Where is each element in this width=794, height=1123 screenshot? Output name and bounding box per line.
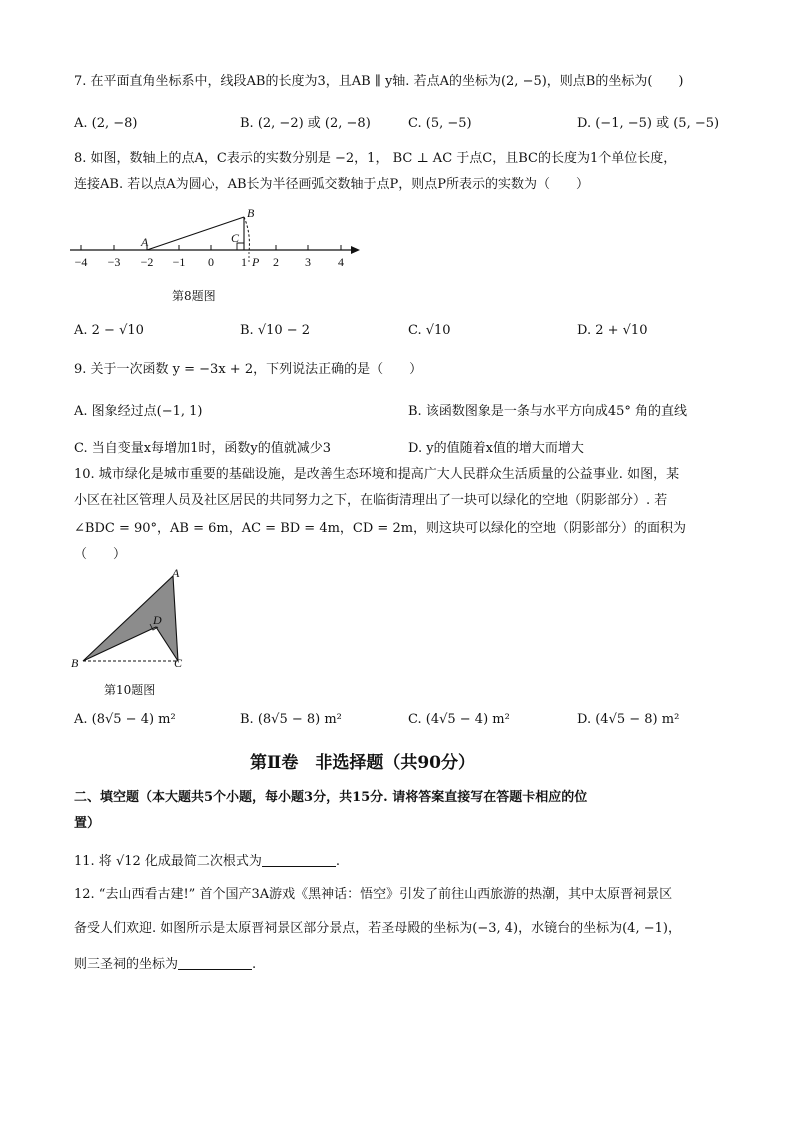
q10-stem-line1: 10. 城市绿化是城市重要的基础设施，是改善生态环境和提高广大人民群众生活质量的公益事业. 如图，某	[74, 467, 680, 482]
number-line-arrow	[351, 246, 360, 254]
q12-stem-line1: 12. “去山西看古建!” 首个国产3A游戏《黑神话：悟空》引发了前往山西旅游的热潮，其中太原晋祠景区	[74, 887, 673, 902]
tick-label: 1	[241, 255, 247, 269]
q12-end: .	[252, 957, 257, 972]
q8-stem-line2: 连接AB. 若以点A为圆心，AB长为半径画弧交数轴于点P，则点P所表示的实数为（ ）	[74, 177, 590, 192]
tick-label: −1	[172, 255, 186, 269]
q8-option-d: D. 2 + √10	[577, 323, 648, 338]
q7-stem: 7. 在平面直角坐标系中，线段AB的长度为3，且AB ∥ y轴. 若点A的坐标为(2, −5)，则点B的坐标为( )	[74, 74, 684, 89]
q9-option-d: D. y的值随着x值的增大而增大	[408, 441, 584, 456]
label-p: P	[252, 255, 260, 269]
label-c: C	[231, 231, 240, 245]
q9-option-c: C. 当自变量x每增加1时，函数y的值就减少3	[74, 441, 331, 456]
q10-stem-line4: （ ）	[74, 547, 127, 562]
tick-label: 2	[273, 255, 279, 269]
q10-option-c: C. (4√5 − 4) m²	[408, 712, 510, 727]
fill-in-heading-line2: 置）	[74, 816, 101, 831]
tick-label: 4	[338, 255, 344, 269]
q11-end: .	[335, 854, 341, 869]
q8-option-b: B. √10 − 2	[240, 323, 311, 338]
q10-option-a: A. (8√5 − 4) m²	[74, 712, 176, 727]
q11-stem: 11. 将 √12 化成最简二次根式为	[74, 854, 262, 869]
tick-label: −2	[140, 255, 154, 269]
q10-stem-line2: 小区在社区管理人员及社区居民的共同努力之下，在临街清理出了一块可以绿化的空地（阴影部分）. 若	[74, 493, 668, 508]
q11-answer-blank[interactable]	[262, 852, 336, 867]
label-b: B	[247, 206, 255, 220]
q10-option-d: D. (4√5 − 8) m²	[577, 712, 680, 727]
q9-option-a: A. 图象经过点(−1, 1)	[74, 404, 203, 419]
shaded-region	[83, 576, 178, 661]
tick-label: 0	[208, 255, 214, 269]
q8-option-c: C. √10	[408, 323, 451, 338]
number-line-ticks	[81, 245, 341, 250]
q10-stem-line3: ∠BDC = 90°，AB = 6m，AC = BD = 4m，CD = 2m，则这块可以绿化的空地（阴影部分）的面积为	[74, 521, 687, 536]
q7-option-a: A. (2, −8)	[74, 116, 138, 131]
label-d: D	[153, 613, 162, 627]
q12-answer-blank[interactable]	[178, 955, 252, 970]
label-b: B	[71, 656, 79, 670]
section-title: 第Ⅱ卷 非选择题（共90分）	[250, 753, 475, 773]
q7-option-b: B. (2, −2) 或 (2, −8)	[240, 116, 371, 131]
q12-stem-line3: 则三圣祠的坐标为	[74, 957, 179, 972]
tick-label: −3	[107, 255, 121, 269]
q9-stem: 9. 关于一次函数 y = −3x + 2，下列说法正确的是（ ）	[74, 362, 423, 377]
q8-caption: 第8题图	[172, 289, 216, 303]
fill-in-heading-line1: 二、填空题（本大题共5个小题，每小题3分，共15分. 请将答案直接写在答题卡相应的位	[74, 790, 588, 805]
q12-stem-line2: 备受人们欢迎. 如图所示是太原晋祠景区部分景点，若圣母殿的坐标为(−3, 4)，水镜台的坐标为(4, −1)，	[74, 921, 681, 936]
tick-label: 3	[305, 255, 311, 269]
q8-stem-line1: 8. 如图，数轴上的点A，C表示的实数分别是 −2，1， BC ⊥ AC 于点C，且BC的长度为1个单位长度，	[74, 151, 677, 166]
q8-number-line-figure	[70, 200, 370, 278]
q10-shaded-figure	[66, 564, 196, 672]
q11-line	[74, 852, 340, 871]
segment-ab	[147, 217, 244, 250]
q7-option-c: C. (5, −5)	[408, 116, 472, 131]
q12-line3	[74, 955, 256, 974]
q8-option-a: A. 2 − √10	[74, 323, 144, 338]
label-a: A	[172, 566, 180, 580]
q10-caption: 第10题图	[104, 683, 156, 697]
q10-option-b: B. (8√5 − 8) m²	[240, 712, 342, 727]
tick-label: −4	[74, 255, 88, 269]
label-c: C	[174, 656, 183, 670]
arc-ab	[244, 217, 249, 252]
label-a: A	[141, 235, 149, 249]
q9-option-b: B. 该函数图象是一条与水平方向成45° 角的直线	[408, 404, 687, 419]
q7-option-d: D. (−1, −5) 或 (5, −5)	[577, 116, 720, 131]
